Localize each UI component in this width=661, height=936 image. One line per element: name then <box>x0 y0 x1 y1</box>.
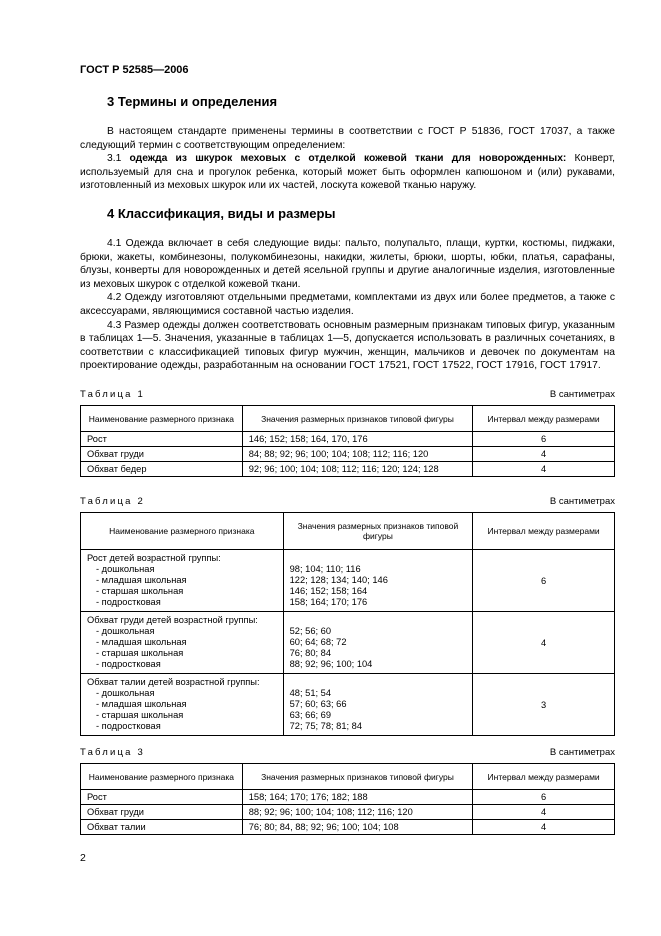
table-3-header-interval: Интервал между размерами <box>473 764 615 790</box>
table-row <box>81 550 615 612</box>
section-4-text <box>80 237 615 373</box>
table-cell-interval: 6 <box>473 432 615 447</box>
table-cell-values: 84; 88; 92; 96; 100; 104; 108; 112; 116; 120 <box>242 447 473 462</box>
table-cell-name <box>81 674 284 736</box>
group-value: 146; 152; 158; 164 <box>289 586 368 596</box>
table-cell-interval: 4 <box>473 820 615 835</box>
table-1-header-values: Значения размерных признаков типовой фигуры <box>242 406 473 432</box>
table-row <box>81 462 615 477</box>
table-2-header-name: Наименование размерного признака <box>81 513 284 550</box>
group-title: Обхват талии детей возрастной группы: <box>87 677 260 687</box>
group-item: - старшая школьная <box>96 710 184 720</box>
table-row <box>81 790 615 805</box>
table-cell-name: Обхват груди <box>81 805 243 820</box>
table-cell-values: 88; 92; 96; 100; 104; 108; 112; 116; 120 <box>242 805 473 820</box>
table-3-header-name: Наименование размерного признака <box>81 764 243 790</box>
table-1-unit: В сантиметрах <box>549 389 615 400</box>
table-cell-name: Рост <box>81 432 243 447</box>
group-value: 63; 66; 69 <box>289 710 331 720</box>
group-item: - дошкольная <box>96 688 155 698</box>
group-item: - младшая школьная <box>96 575 187 585</box>
table-cell-interval: 4 <box>473 447 615 462</box>
group-item: - старшая школьная <box>96 648 184 658</box>
table-cell-name: Обхват бедер <box>81 462 243 477</box>
table-cell-values: 146; 152; 158; 164, 170, 176 <box>242 432 473 447</box>
group-item: - дошкольная <box>96 626 155 636</box>
group-item: - подростковая <box>96 659 161 669</box>
table-2-unit: В сантиметрах <box>549 496 615 507</box>
section-3-text <box>80 125 615 193</box>
group-value: 98; 104; 110; 116 <box>289 564 361 574</box>
group-item: - дошкольная <box>96 564 155 574</box>
table-2-caption-row <box>80 496 615 510</box>
table-cell-values <box>283 674 473 736</box>
table-cell-interval: 4 <box>473 462 615 477</box>
group-item: - подростковая <box>96 597 161 607</box>
table-2-header-interval: Интервал между размерами <box>473 513 615 550</box>
section-4-paragraph-2: 4.2 Одежду изготовляют отдельными предметами, комплектами из двух или более предметов, а также с аксессуарами, являющимися составной частью изделия. <box>80 292 615 317</box>
term-name: одежда из шкурок меховых с отделкой кожевой ткани для новорожденных: <box>129 153 567 165</box>
group-item: - младшая школьная <box>96 699 187 709</box>
table-3-header-row <box>81 764 615 790</box>
table-1 <box>80 405 615 477</box>
table-2-caption: Таблица 2 <box>80 496 145 507</box>
table-cell-values: 158; 164; 170; 176; 182; 188 <box>242 790 473 805</box>
table-cell-name: Обхват талии <box>81 820 243 835</box>
page-number: 2 <box>80 852 86 864</box>
table-row <box>81 805 615 820</box>
table-row <box>81 432 615 447</box>
section-3-paragraph-1: В настоящем стандарте применены термины в соответствии с ГОСТ Р 51836, ГОСТ 17037, а также следующий термин с соответствующим определением: <box>80 126 615 151</box>
table-cell-values: 92; 96; 100; 104; 108; 112; 116; 120; 124; 128 <box>242 462 473 477</box>
section-3-paragraph-2 <box>80 152 615 193</box>
table-2-header-values: Значения размерных признаков типовой фигуры <box>283 513 473 550</box>
table-3-caption-row <box>80 747 615 761</box>
table-3-header-values: Значения размерных признаков типовой фигуры <box>242 764 473 790</box>
table-row <box>81 674 615 736</box>
table-cell-values: 76; 80; 84, 88; 92; 96; 100; 104; 108 <box>242 820 473 835</box>
section-3-title: 3 Термины и определения <box>107 94 278 109</box>
group-value: 57; 60; 63; 66 <box>289 699 347 709</box>
table-cell-values <box>283 550 473 612</box>
table-row <box>81 447 615 462</box>
group-item: - младшая школьная <box>96 637 187 647</box>
group-item: - подростковая <box>96 721 161 731</box>
table-cell-values <box>283 612 473 674</box>
group-title: Обхват груди детей возрастной группы: <box>87 615 258 625</box>
table-cell-name <box>81 612 284 674</box>
table-cell-name: Обхват груди <box>81 447 243 462</box>
term-number: 3.1 <box>107 153 130 165</box>
table-2-header-row <box>81 513 615 550</box>
term-definition: Конверт, используемый для сна и прогулок ребенка, который может быть оформлен капюшоном и (или) рукавами, изготовленный из меховых шкурок или их частей, лоскута кожевой тканью наружу. <box>80 153 615 192</box>
table-row <box>81 612 615 674</box>
section-4-paragraph-3: 4.3 Размер одежды должен соответствовать основным размерным признакам типовых фигур, указанным в таблицах 1—5. Значения, указанные в таблицах 1—5, допускается использовать в различных сочетаниях, в соответствии с классификацией типовых фигур мужчин, женщин, мальчиков и девочек по документам на проектирование одежды, разработанным на основании ГОСТ 17521, ГОСТ 17522, ГОСТ 17916, ГОСТ 17917. <box>80 319 615 372</box>
section-4-paragraph-1: 4.1 Одежда включает в себя следующие виды: пальто, полупальто, плащи, куртки, костюмы, пиджаки, брюки, жакеты, комбинезоны, полукомбинезоны, накидки, жилеты, брюки, шорты, юбки, платья, сарафаны, блузы, конверты для новорожденных и детей ясельной группы и другие аналогичные изделия, изготовленные из меховых шкурок с отделкой кожевой ткани. <box>80 238 615 290</box>
table-3-caption: Таблица 3 <box>80 747 145 758</box>
table-1-header-row <box>81 406 615 432</box>
table-3-unit: В сантиметрах <box>549 747 615 758</box>
group-title: Рост детей возрастной группы: <box>87 553 221 563</box>
table-cell-interval: 3 <box>473 674 615 736</box>
document-header: ГОСТ Р 52585—2006 <box>80 64 189 76</box>
table-1-caption: Таблица 1 <box>80 389 145 400</box>
table-cell-interval: 6 <box>473 790 615 805</box>
table-1-caption-row <box>80 389 615 403</box>
group-value: 122; 128; 134; 140; 146 <box>289 575 388 585</box>
table-cell-interval: 6 <box>473 550 615 612</box>
table-1-header-name: Наименование размерного признака <box>81 406 243 432</box>
group-item: - старшая школьная <box>96 586 184 596</box>
table-cell-name <box>81 550 284 612</box>
group-value: 60; 64; 68; 72 <box>289 637 347 647</box>
table-cell-name: Рост <box>81 790 243 805</box>
section-4-title: 4 Классификация, виды и размеры <box>107 206 336 221</box>
table-row <box>81 820 615 835</box>
table-3 <box>80 763 615 835</box>
table-cell-interval: 4 <box>473 805 615 820</box>
table-1-header-interval: Интервал между размерами <box>473 406 615 432</box>
group-value: 52; 56; 60 <box>289 626 331 636</box>
group-value: 76; 80; 84 <box>289 648 331 658</box>
group-value: 48; 51; 54 <box>289 688 331 698</box>
group-value: 88; 92; 96; 100; 104 <box>289 659 373 669</box>
table-cell-interval: 4 <box>473 612 615 674</box>
group-value: 158; 164; 170; 176 <box>289 597 368 607</box>
table-2 <box>80 512 615 736</box>
group-value: 72; 75; 78; 81; 84 <box>289 721 363 731</box>
